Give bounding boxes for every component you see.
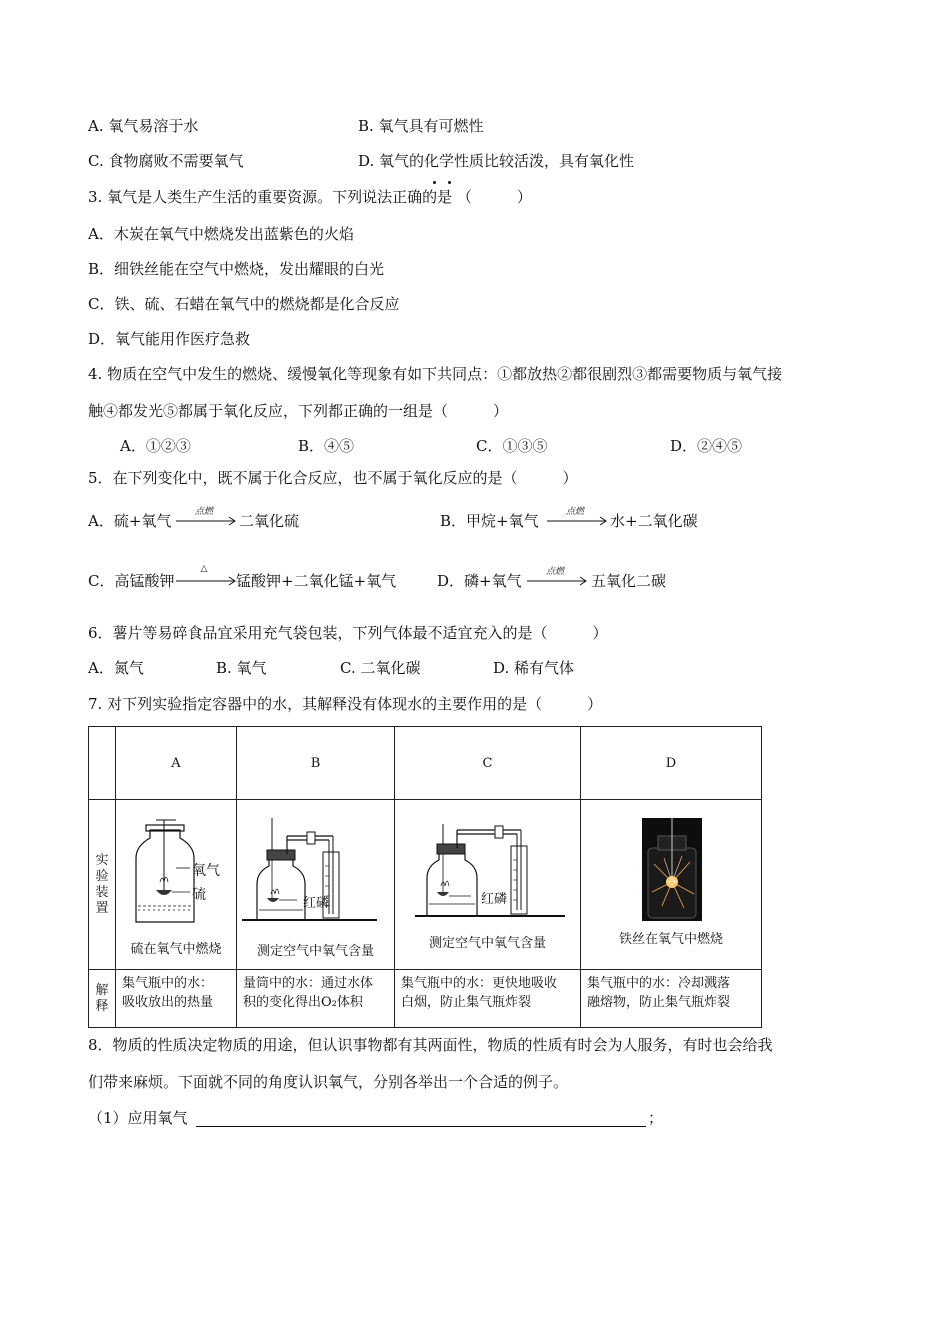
- oxygen-content-apparatus-icon: [237, 810, 394, 940]
- q4-option-c: C．①③⑤: [476, 437, 548, 455]
- q8-stem-line1: 8．物质的性质决定物质的用途，但认识事物都有其两面性，物质的性质有时会为人服务，有时也会给我: [88, 1036, 773, 1054]
- device-d-cell: [581, 800, 762, 970]
- explanation-b: 量筒中的水：通过水体 积的变化得出O₂体积: [237, 970, 395, 1028]
- arrow-icon: [176, 515, 238, 527]
- label-red-phosphorus: 红磷: [481, 891, 508, 907]
- column-header-a: A: [116, 727, 237, 800]
- q5-option-d-reactants: D．磷+氧气: [437, 572, 522, 590]
- caption-b: 测定空气中氧气含量: [256, 943, 374, 959]
- q4-stem-line2: 触④都发光⑤都属于氧化反应，下列都正确的一组是（ ）: [88, 402, 509, 420]
- q8-part1-end: ；: [648, 1109, 664, 1127]
- q6-option-b: B. 氧气: [216, 659, 267, 677]
- q5-option-d-products: 五氧化二碳: [591, 572, 667, 590]
- q5-option-c-reactants: C．高锰酸钾: [88, 572, 175, 590]
- q7-stem: 7. 对下列实验指定容器中的水，其解释没有体现水的主要作用的是（ ）: [88, 695, 603, 713]
- experiment-table: [88, 726, 762, 1028]
- arrow-icon: [547, 515, 609, 527]
- reaction-arrow: [176, 564, 238, 591]
- column-header-b: B: [237, 727, 395, 800]
- sparks-icon: [642, 818, 702, 921]
- q3-option-b: B．细铁丝能在空气中燃烧，发出耀眼的白光: [88, 260, 385, 278]
- condition-label: 点燃: [194, 507, 213, 517]
- q8-part1-label: （1）应用氧气: [88, 1109, 188, 1127]
- device-c-cell: [395, 800, 581, 970]
- column-header-c: C: [395, 727, 581, 800]
- condition-label: △: [200, 564, 208, 574]
- q2-option-c: C. 食物腐败不需要氧气: [88, 152, 244, 170]
- caption-c: 测定空气中氧气含量: [428, 935, 546, 951]
- q5-option-b-products: 水+二氧化碳: [610, 512, 698, 530]
- label-red-phosphorus: 红磷: [303, 895, 330, 911]
- q2-option-b: B. 氧气具有可燃性: [358, 117, 484, 135]
- q6-option-c: C. 二氧化碳: [340, 659, 421, 677]
- q5-option-a-reactants: A．硫+氧气: [88, 512, 172, 530]
- row-label-explain: 解释: [89, 970, 116, 1028]
- oxygen-content-apparatus-icon: [395, 810, 580, 938]
- device-a-cell: [116, 800, 237, 970]
- q4-option-d: D．②④⑤: [670, 437, 743, 455]
- q2-option-a: A. 氧气易溶于水: [88, 117, 199, 135]
- q4-option-a: A．①②③: [120, 437, 191, 455]
- column-header-d: D: [581, 727, 762, 800]
- q5-option-b-reactants: B．甲烷+氧气: [440, 512, 539, 530]
- table-corner-cell: [89, 727, 116, 800]
- q6-option-a: A．氮气: [88, 659, 144, 677]
- condition-label: 点燃: [565, 507, 584, 517]
- q3-option-d: D．氧气能用作医疗急救: [88, 330, 251, 348]
- q4-option-b: B．④⑤: [298, 437, 355, 455]
- q6-stem: 6．薯片等易碎食品宜采用充气袋包装，下列气体最不适宜充入的是（ ）: [88, 624, 608, 642]
- reaction-arrow: [547, 507, 609, 531]
- q3-option-a: A．木炭在氧气中燃烧发出蓝紫色的火焰: [88, 225, 354, 243]
- q2-option-d: D. 氧气的化学性质比较活泼，具有氧化性: [358, 152, 635, 170]
- reaction-arrow: [527, 567, 589, 591]
- explanation-c: 集气瓶中的水：更快地吸收 白烟，防止集气瓶炸裂: [395, 970, 581, 1028]
- q5-option-c-products: 锰酸钾+二氧化锰+氧气: [236, 572, 397, 590]
- emphasis-dot: [448, 181, 451, 184]
- arrow-icon: [176, 575, 238, 587]
- arrow-icon: [527, 575, 589, 587]
- emphasis-dot: [433, 181, 436, 184]
- explanation-a: 集气瓶中的水： 吸收放出的热量: [116, 970, 237, 1028]
- q3-option-c: C．铁、硫、石蜡在氧气中的燃烧都是化合反应: [88, 295, 400, 313]
- q5-stem: 5．在下列变化中，既不属于化合反应，也不属于氧化反应的是（ ）: [88, 469, 578, 487]
- q8-stem-line2: 们带来麻烦。下面就不同的角度认识氧气，分别各举出一个合适的例子。: [88, 1073, 569, 1091]
- condition-label: 点燃: [545, 567, 564, 577]
- caption-a: 硫在氧气中燃烧: [130, 941, 222, 957]
- device-b-cell: [237, 800, 395, 970]
- explanation-d: 集气瓶中的水：冷却溅落 融熔物，防止集气瓶炸裂: [581, 970, 762, 1028]
- q4-stem-line1: 4. 物质在空气中发生的燃烧、缓慢氧化等现象有如下共同点：①都放热②都很剧烈③都需要物质与氧气接: [88, 365, 783, 383]
- reaction-arrow: [176, 507, 238, 531]
- q5-option-a-products: 二氧化硫: [239, 512, 300, 530]
- answer-blank[interactable]: [196, 1110, 646, 1127]
- q3-stem: 3. 氧气是人类生产生活的重要资源。下列说法正确的是 （ ）: [88, 188, 532, 206]
- label-sulfur: 硫: [192, 886, 206, 903]
- q6-option-d: D. 稀有气体: [493, 659, 575, 677]
- label-oxygen: 氧气: [192, 862, 220, 879]
- iron-wire-burning-photo: [642, 818, 702, 921]
- caption-d: 铁丝在氧气中燃烧: [618, 931, 723, 947]
- row-label-device: 实验装置: [89, 800, 116, 970]
